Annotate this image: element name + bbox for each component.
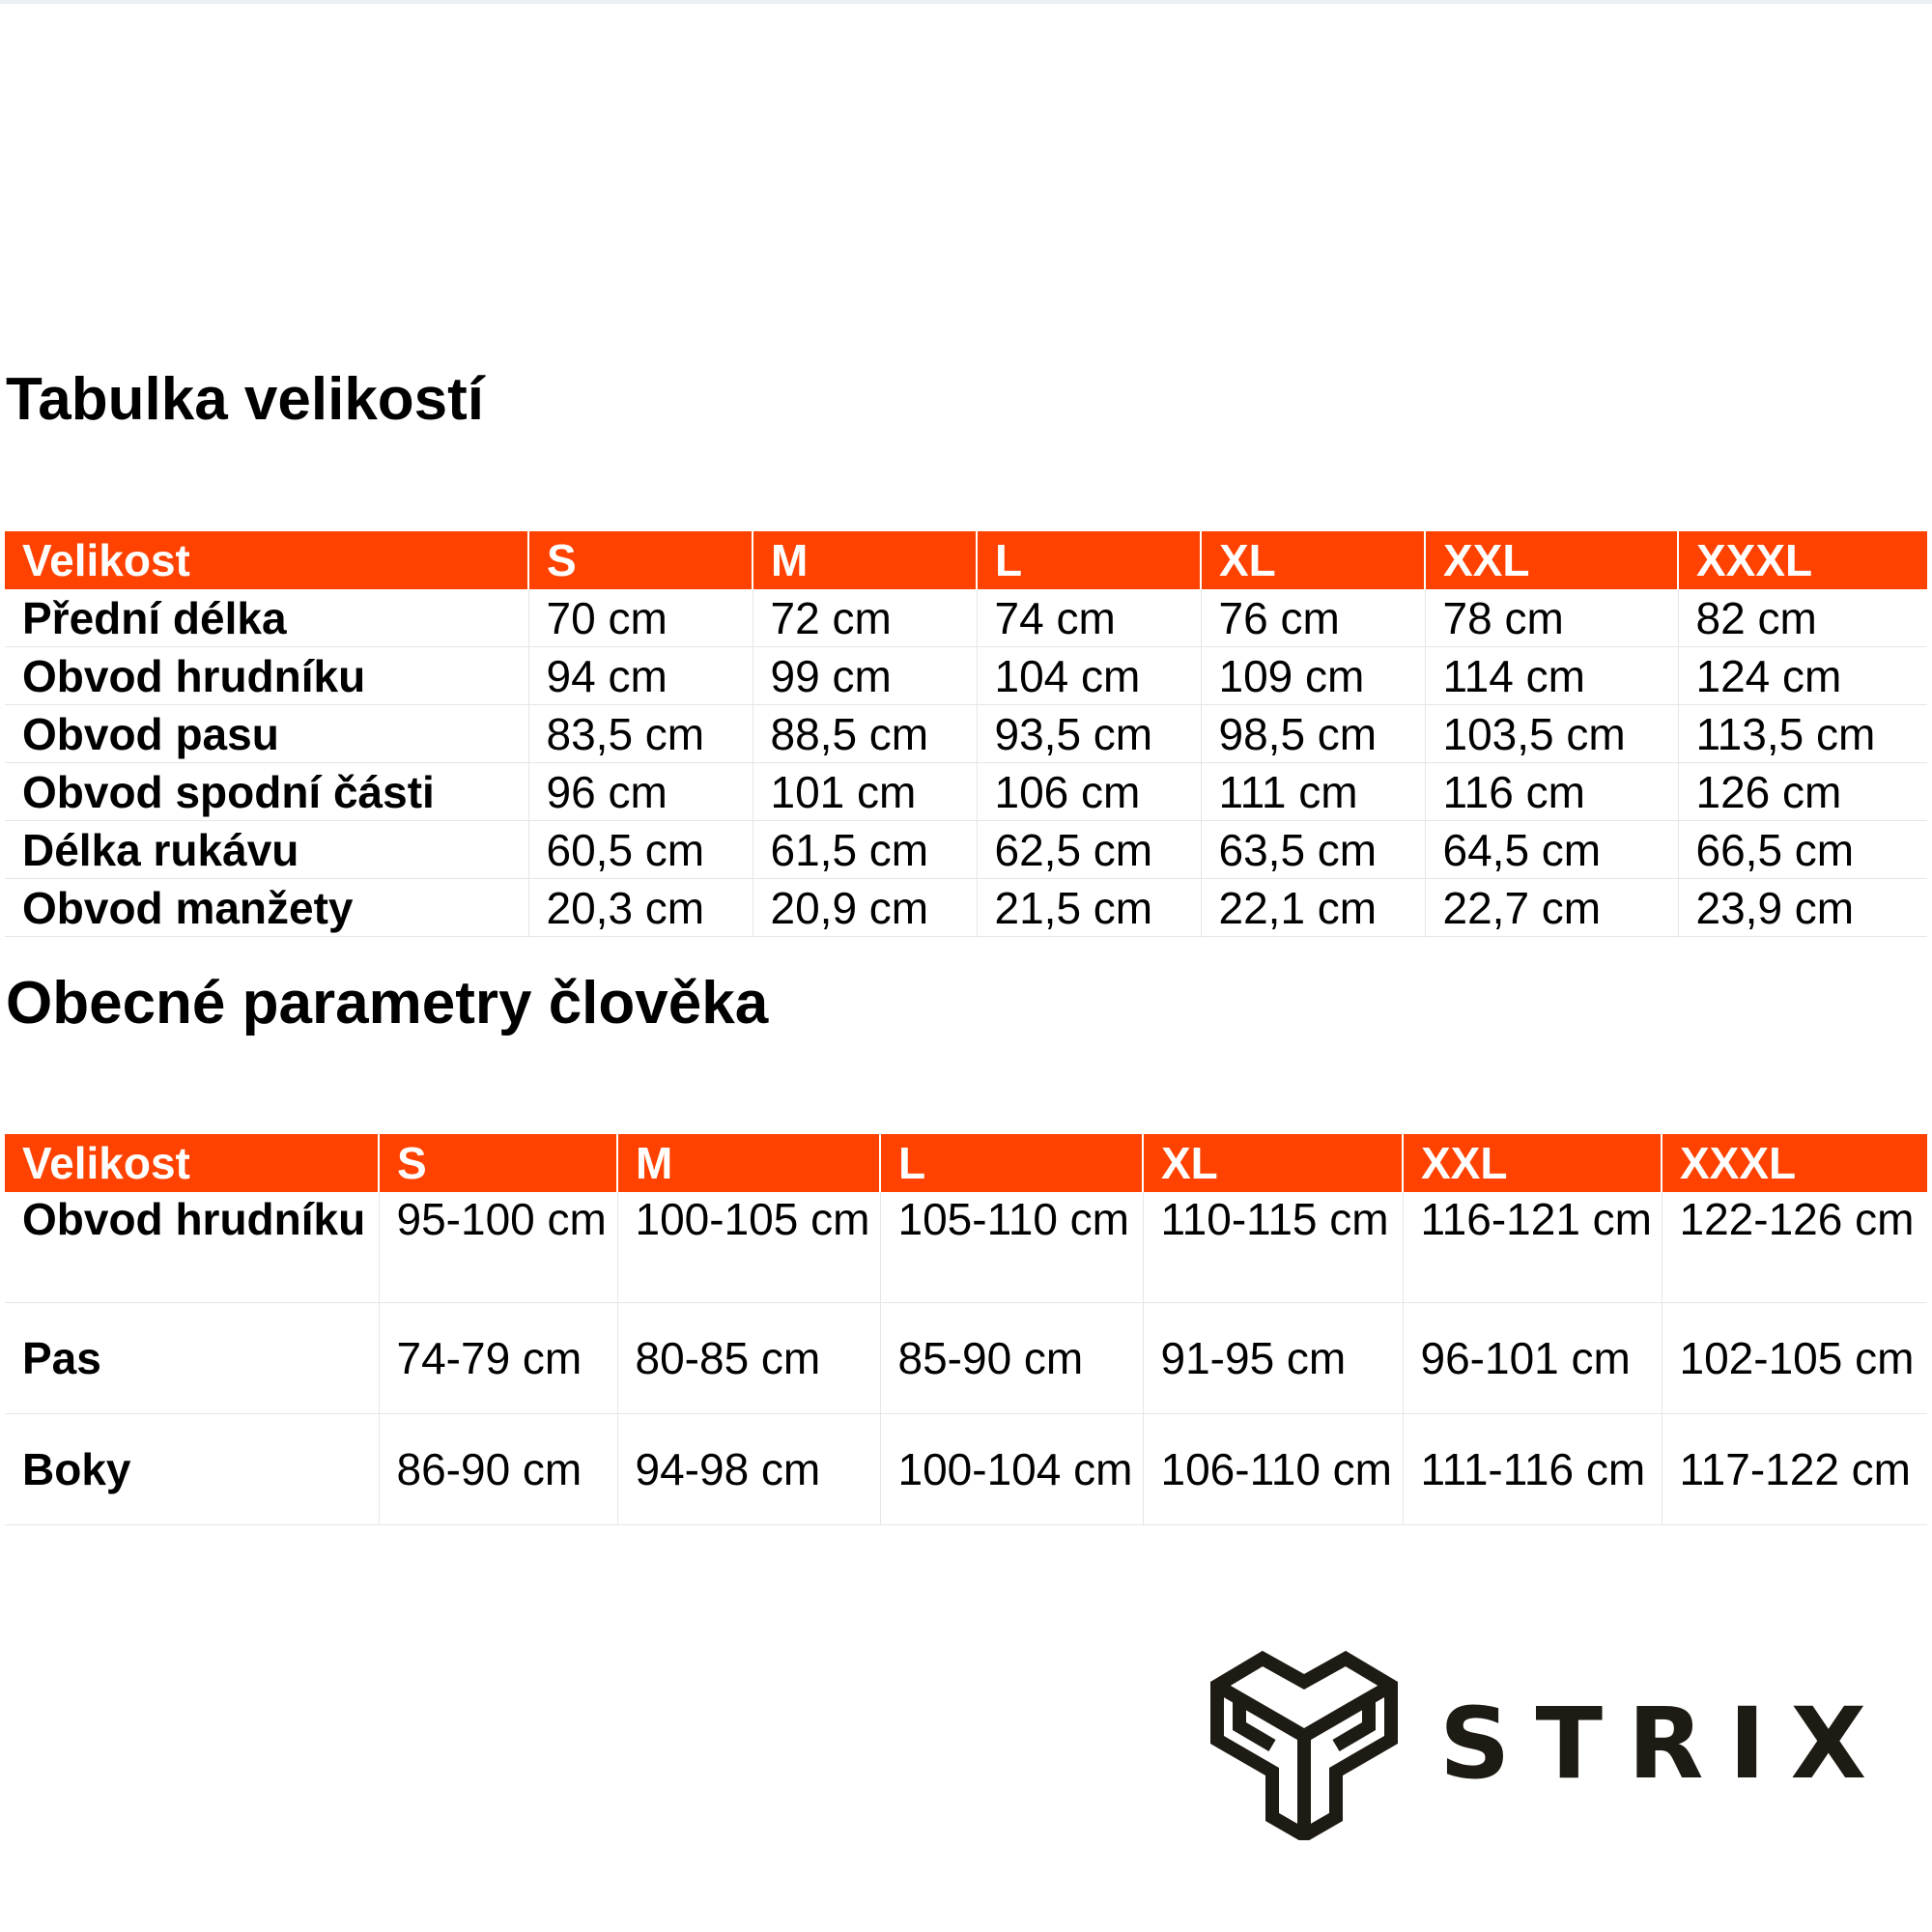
strix-wordmark: STRIX [1439, 1687, 1892, 1802]
header-cell-xl: XL [1143, 1134, 1403, 1192]
row-label: Obvod spodní části [5, 763, 528, 821]
size-table-title: Tabulka velikostí [6, 366, 485, 433]
table-cell: 111-116 cm [1403, 1414, 1662, 1525]
table-cell: 106 cm [977, 763, 1201, 821]
header-cell-s: S [379, 1134, 617, 1192]
table-cell: 100-105 cm [617, 1192, 880, 1303]
table-cell: 20,9 cm [753, 879, 977, 937]
table-cell: 91-95 cm [1143, 1303, 1403, 1414]
body-params-table [5, 1134, 1927, 1525]
table-cell: 105-110 cm [880, 1192, 1143, 1303]
table-cell: 74 cm [977, 589, 1201, 647]
table-cell: 64,5 cm [1425, 821, 1678, 879]
row-label: Boky [5, 1414, 379, 1525]
table-cell: 63,5 cm [1201, 821, 1425, 879]
table-cell: 22,7 cm [1425, 879, 1678, 937]
strix-logo [1208, 1647, 1892, 1840]
table-cell: 110-115 cm [1143, 1192, 1403, 1303]
table-cell: 60,5 cm [528, 821, 753, 879]
table-cell: 86-90 cm [379, 1414, 617, 1525]
table-cell: 102-105 cm [1662, 1303, 1927, 1414]
header-cell-size: Velikost [5, 1134, 379, 1192]
table-cell: 61,5 cm [753, 821, 977, 879]
top-divider [0, 0, 1932, 4]
table-cell: 76 cm [1201, 589, 1425, 647]
table-cell: 103,5 cm [1425, 705, 1678, 763]
table-cell: 80-85 cm [617, 1303, 880, 1414]
table-cell: 85-90 cm [880, 1303, 1143, 1414]
header-cell-l: L [880, 1134, 1143, 1192]
table-cell: 111 cm [1201, 763, 1425, 821]
row-label: Pas [5, 1303, 379, 1414]
table-cell: 70 cm [528, 589, 753, 647]
table-cell: 99 cm [753, 647, 977, 705]
header-cell-xxl: XXL [1403, 1134, 1662, 1192]
table-cell: 117-122 cm [1662, 1414, 1927, 1525]
table-row [5, 763, 1927, 821]
strix-logo-icon [1208, 1647, 1401, 1840]
table-cell: 93,5 cm [977, 705, 1201, 763]
header-cell-m: M [617, 1134, 880, 1192]
table-cell: 74-79 cm [379, 1303, 617, 1414]
row-label: Obvod manžety [5, 879, 528, 937]
table-cell: 21,5 cm [977, 879, 1201, 937]
table-cell: 22,1 cm [1201, 879, 1425, 937]
table-cell: 23,9 cm [1678, 879, 1927, 937]
table-row [5, 589, 1927, 647]
table-cell: 20,3 cm [528, 879, 753, 937]
table-cell: 114 cm [1425, 647, 1678, 705]
table-cell: 116 cm [1425, 763, 1678, 821]
table-cell: 94 cm [528, 647, 753, 705]
table-cell: 109 cm [1201, 647, 1425, 705]
table-row [5, 821, 1927, 879]
header-cell-xxxl: XXXL [1662, 1134, 1927, 1192]
row-label: Obvod pasu [5, 705, 528, 763]
table-cell: 94-98 cm [617, 1414, 880, 1525]
table-cell: 72 cm [753, 589, 977, 647]
table-cell: 88,5 cm [753, 705, 977, 763]
table-cell: 106-110 cm [1143, 1414, 1403, 1525]
body-params-title: Obecné parametry člověka [6, 970, 769, 1037]
table-cell: 100-104 cm [880, 1414, 1143, 1525]
table-cell: 78 cm [1425, 589, 1678, 647]
table-cell: 122-126 cm [1662, 1192, 1927, 1303]
row-label: Obvod hrudníku [5, 647, 528, 705]
table-cell: 95-100 cm [379, 1192, 617, 1303]
garment-size-table [5, 531, 1927, 937]
table-row [5, 705, 1927, 763]
header-cell-l: L [977, 531, 1201, 589]
table-cell: 82 cm [1678, 589, 1927, 647]
table-cell: 66,5 cm [1678, 821, 1927, 879]
header-cell-m: M [753, 531, 977, 589]
table-cell: 62,5 cm [977, 821, 1201, 879]
row-label: Obvod hrudníku [5, 1192, 379, 1303]
table-cell: 96 cm [528, 763, 753, 821]
header-cell-xl: XL [1201, 531, 1425, 589]
table-row [5, 879, 1927, 937]
table-cell: 124 cm [1678, 647, 1927, 705]
table-cell: 116-121 cm [1403, 1192, 1662, 1303]
row-label: Přední délka [5, 589, 528, 647]
table-row [5, 1414, 1927, 1525]
row-label: Délka rukávu [5, 821, 528, 879]
header-cell-s: S [528, 531, 753, 589]
table-cell: 98,5 cm [1201, 705, 1425, 763]
table-row [5, 647, 1927, 705]
table-header-row [5, 531, 1927, 589]
table-cell: 113,5 cm [1678, 705, 1927, 763]
table-row [5, 1303, 1927, 1414]
table-cell: 126 cm [1678, 763, 1927, 821]
header-cell-xxxl: XXXL [1678, 531, 1927, 589]
header-cell-xxl: XXL [1425, 531, 1678, 589]
table-cell: 83,5 cm [528, 705, 753, 763]
table-cell: 101 cm [753, 763, 977, 821]
table-cell: 104 cm [977, 647, 1201, 705]
header-cell-size: Velikost [5, 531, 528, 589]
table-row [5, 1192, 1927, 1303]
table-cell: 96-101 cm [1403, 1303, 1662, 1414]
table-header-row [5, 1134, 1927, 1192]
